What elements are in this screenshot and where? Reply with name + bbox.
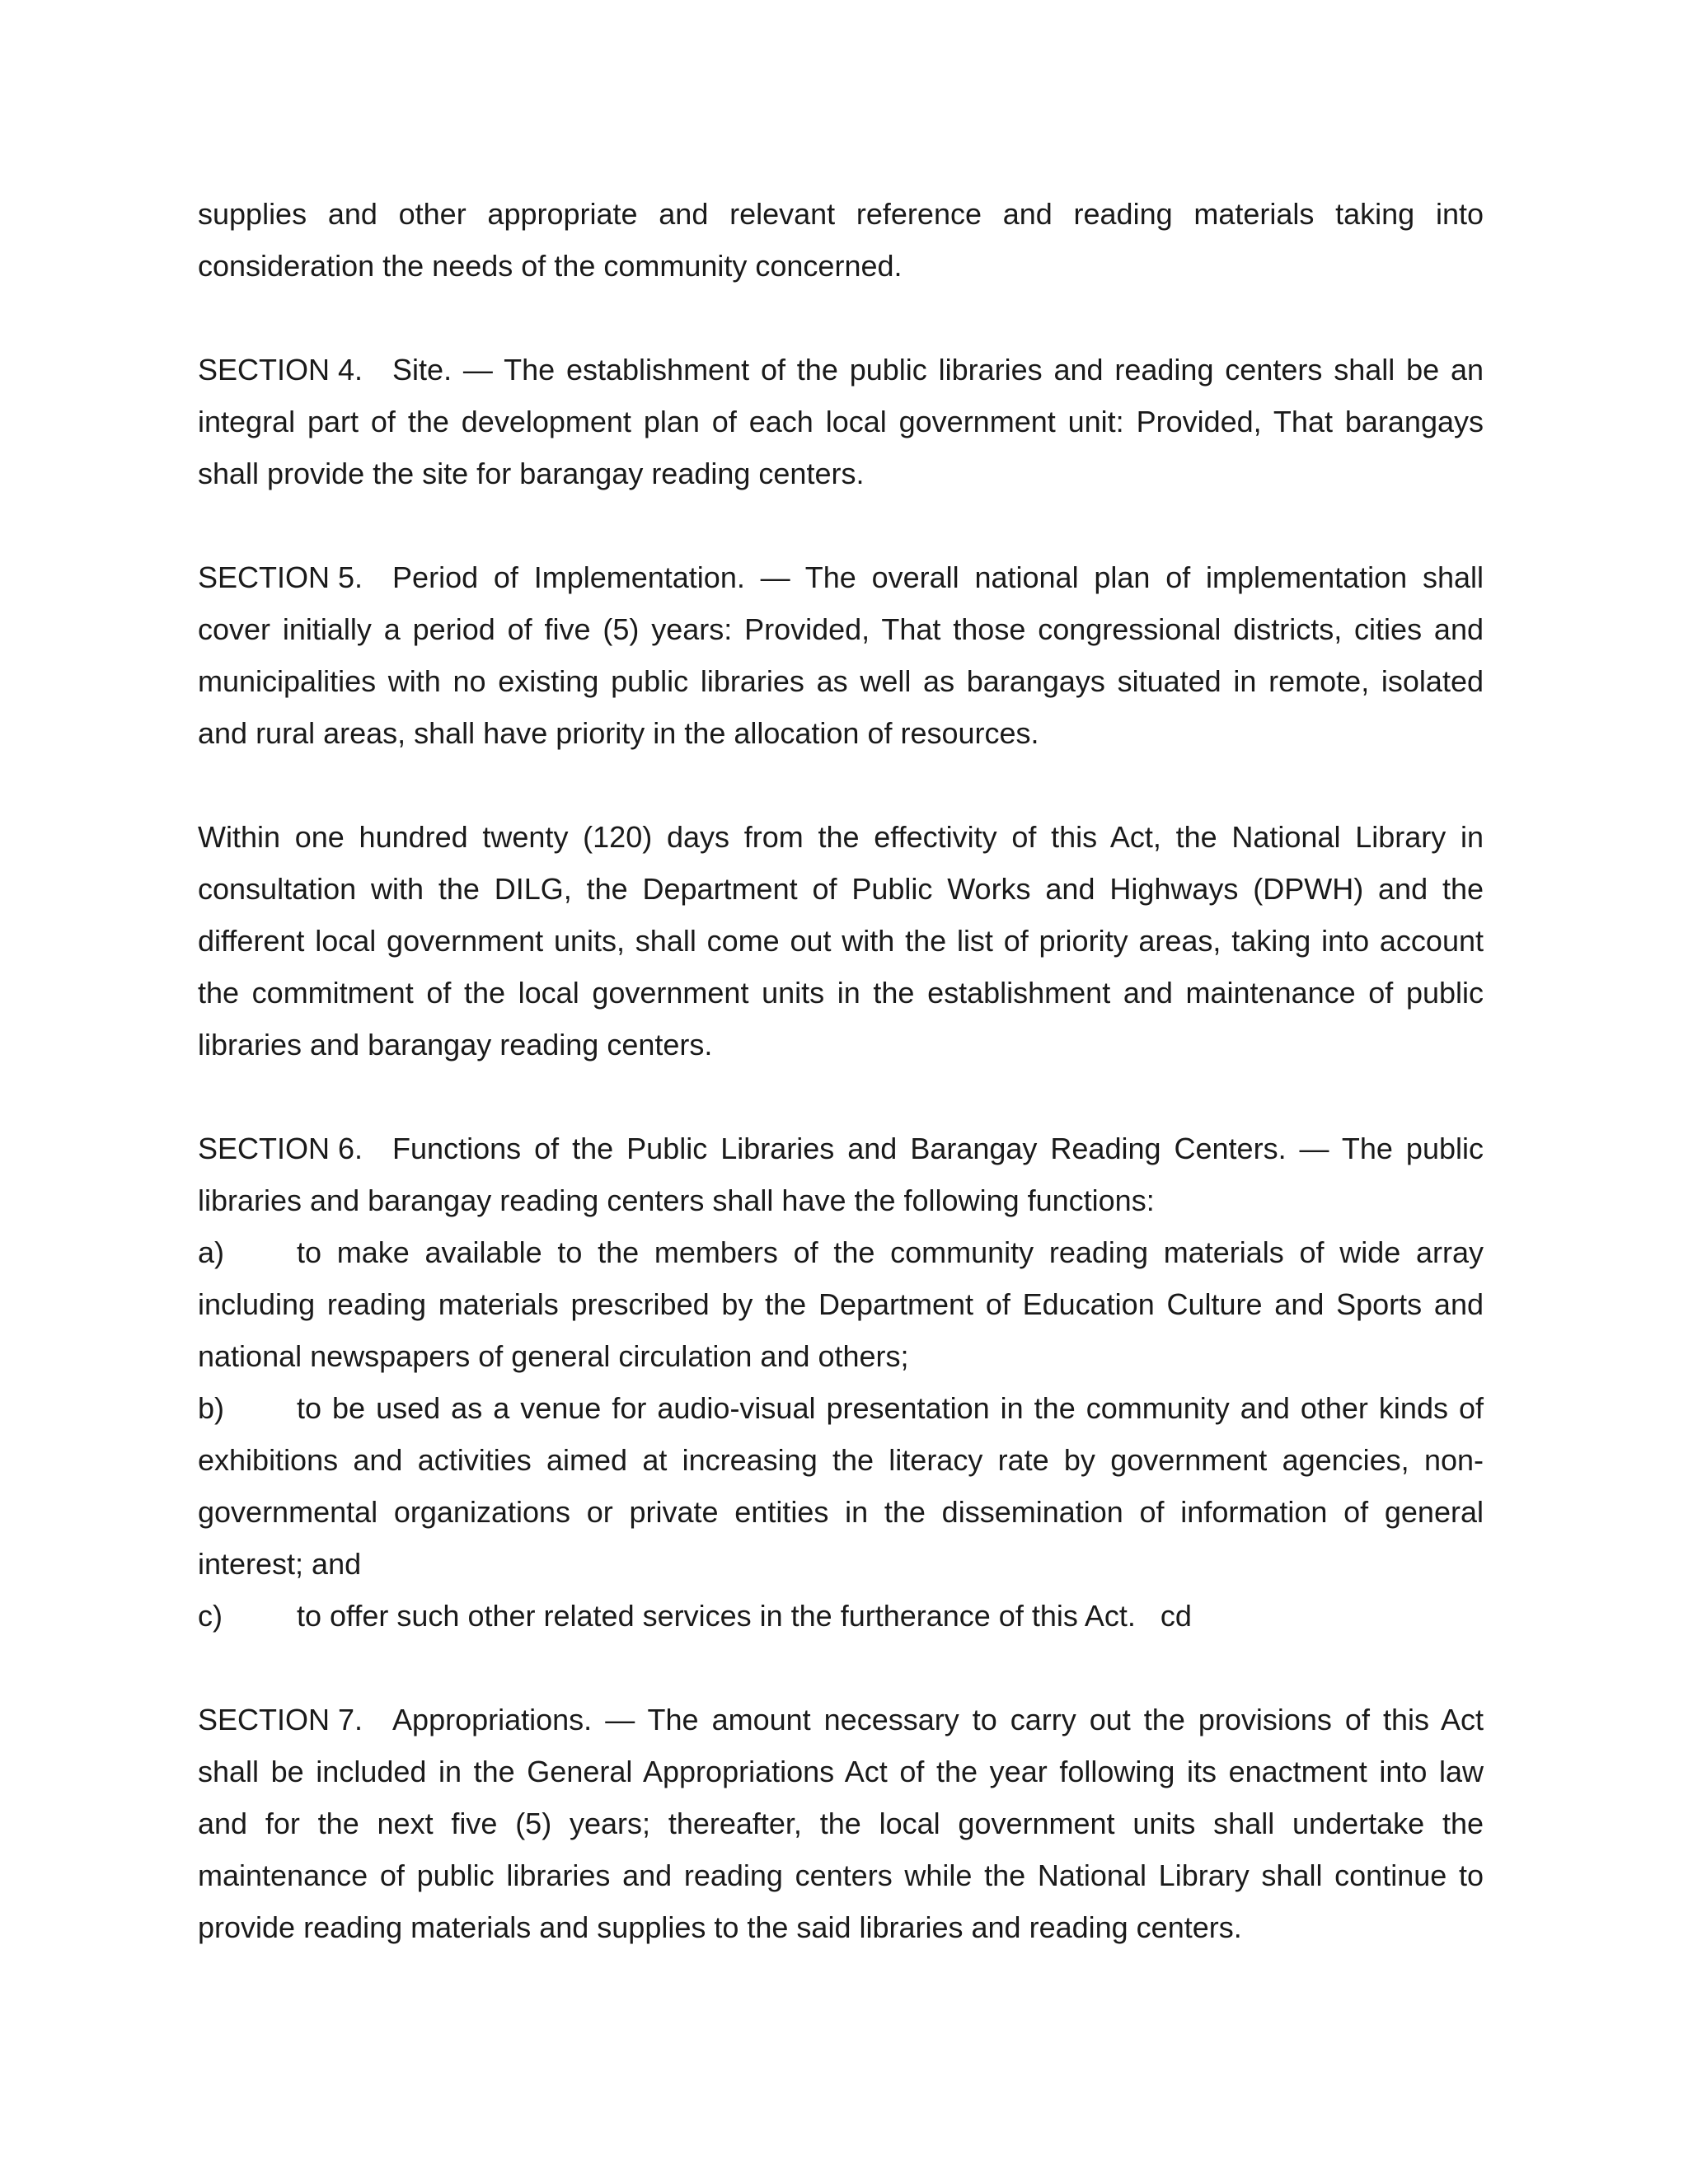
section-5-paragraph-2: [198, 811, 1484, 1071]
item-c-trailing-mark: cd: [1160, 1599, 1192, 1633]
section-4-number: SECTION 4.: [198, 353, 363, 387]
section-4-text: Site. — The establishment of the public libraries and reading centers shall be an integral part of the development plan of each local government unit: Provided, That barangays shall provide the site for barangay reading centers.: [198, 353, 1484, 490]
section-5-paragraph-2-text: Within one hundred twenty (120) days from the effectivity of this Act, the National Library in consultation with the DILG, the Department of Public Works and Highways (DPWH) and the different local government units, shall come out with the list of priority areas, taking into account the commitment of the local government units in the establishment and maintenance of public libraries and barangay reading centers.: [198, 820, 1484, 1062]
section-7: [198, 1694, 1484, 1953]
section-5-number: SECTION 5.: [198, 560, 363, 594]
section-6-number: SECTION 6.: [198, 1132, 363, 1165]
document-body: [198, 188, 1484, 2005]
section-5: [198, 551, 1484, 759]
item-b-text: to be used as a venue for audio-visual presentation in the community and other kinds of exhibitions and activities aimed at increasing the literacy rate by government agencies, non-governmental organizations or private entities in the dissemination of information of general interest; and: [198, 1391, 1484, 1581]
section-6-text: Functions of the Public Libraries and Barangay Reading Centers. — The public libraries and barangay reading centers shall have the following functions:: [198, 1132, 1484, 1217]
section-6: [198, 1122, 1484, 1226]
item-c-text: to offer such other related services in the furtherance of this Act.: [297, 1599, 1136, 1633]
intro-text: supplies and other appropriate and relevant reference and reading materials taking into consideration the needs of the community concerned.: [198, 197, 1484, 283]
item-a-text: to make available to the members of the community reading materials of wide array including reading materials prescribed by the Department of Education Culture and Sports and national newspapers of general circulation and others;: [198, 1235, 1484, 1373]
item-a-marker: a): [198, 1235, 225, 1269]
section-6-item-c: [198, 1590, 1484, 1642]
section-4: [198, 344, 1484, 499]
section-5-text: Period of Implementation. — The overall national plan of implementation shall cover initially a period of five (5) years: Provided, That those congressional districts, cities and municipalities with no existing public libraries as well as barangays situated in remote, isolated and rural areas, shall have priority in the allocation of resources.: [198, 560, 1484, 750]
section-7-text: Appropriations. — The amount necessary to carry out the provisions of this Act shall be included in the General Appropriations Act of the year following its enactment into law and for the next five (5) years; thereafter, the local government units shall undertake the maintenance of public libraries and reading centers while the National Library shall continue to provide reading materials and supplies to the said libraries and reading centers.: [198, 1703, 1484, 1944]
section-6-item-a: [198, 1226, 1484, 1382]
item-c-marker: c): [198, 1599, 223, 1633]
item-b-marker: b): [198, 1391, 225, 1425]
section-6-item-b: [198, 1382, 1484, 1590]
section-7-number: SECTION 7.: [198, 1703, 363, 1736]
intro-paragraph: [198, 188, 1484, 292]
